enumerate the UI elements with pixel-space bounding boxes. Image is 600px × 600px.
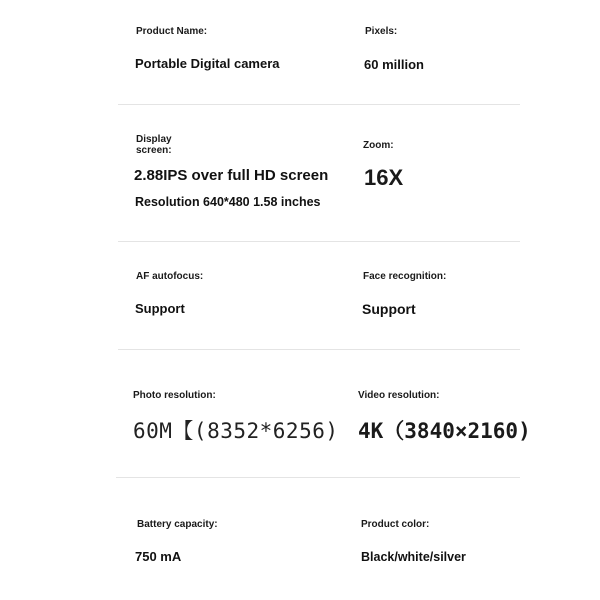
display-screen-value: 2.88IPS over full HD screen xyxy=(134,167,329,184)
face-recognition-value: Support xyxy=(362,301,416,317)
product-color-value: Black/white/silver xyxy=(361,550,466,564)
face-recognition-label: Face recognition: xyxy=(363,271,447,282)
product-name-value: Portable Digital camera xyxy=(135,56,280,71)
product-name-label: Product Name: xyxy=(136,26,208,37)
af-autofocus-label: AF autofocus: xyxy=(136,271,204,282)
battery-capacity-label: Battery capacity: xyxy=(137,519,218,530)
video-resolution-label: Video resolution: xyxy=(358,390,440,401)
divider xyxy=(118,104,520,105)
af-autofocus-value: Support xyxy=(135,301,185,316)
pixels-label: Pixels: xyxy=(365,26,398,37)
battery-capacity-value: 750 mA xyxy=(135,549,182,564)
video-resolution-value: 4K（3840×2160) xyxy=(358,419,531,443)
zoom-label: Zoom: xyxy=(363,140,394,151)
photo-resolution-label: Photo resolution: xyxy=(133,390,216,401)
photo-resolution-value: 60M【(8352*6256) xyxy=(133,419,339,443)
pixels-value: 60 million xyxy=(364,57,424,72)
divider xyxy=(118,349,520,350)
zoom-value: 16X xyxy=(364,165,404,190)
display-resolution-value: Resolution 640*480 1.58 inches xyxy=(135,195,321,209)
display-screen-label: Display screen: xyxy=(136,134,172,156)
divider xyxy=(116,477,520,478)
divider xyxy=(118,241,520,242)
product-color-label: Product color: xyxy=(361,519,430,530)
